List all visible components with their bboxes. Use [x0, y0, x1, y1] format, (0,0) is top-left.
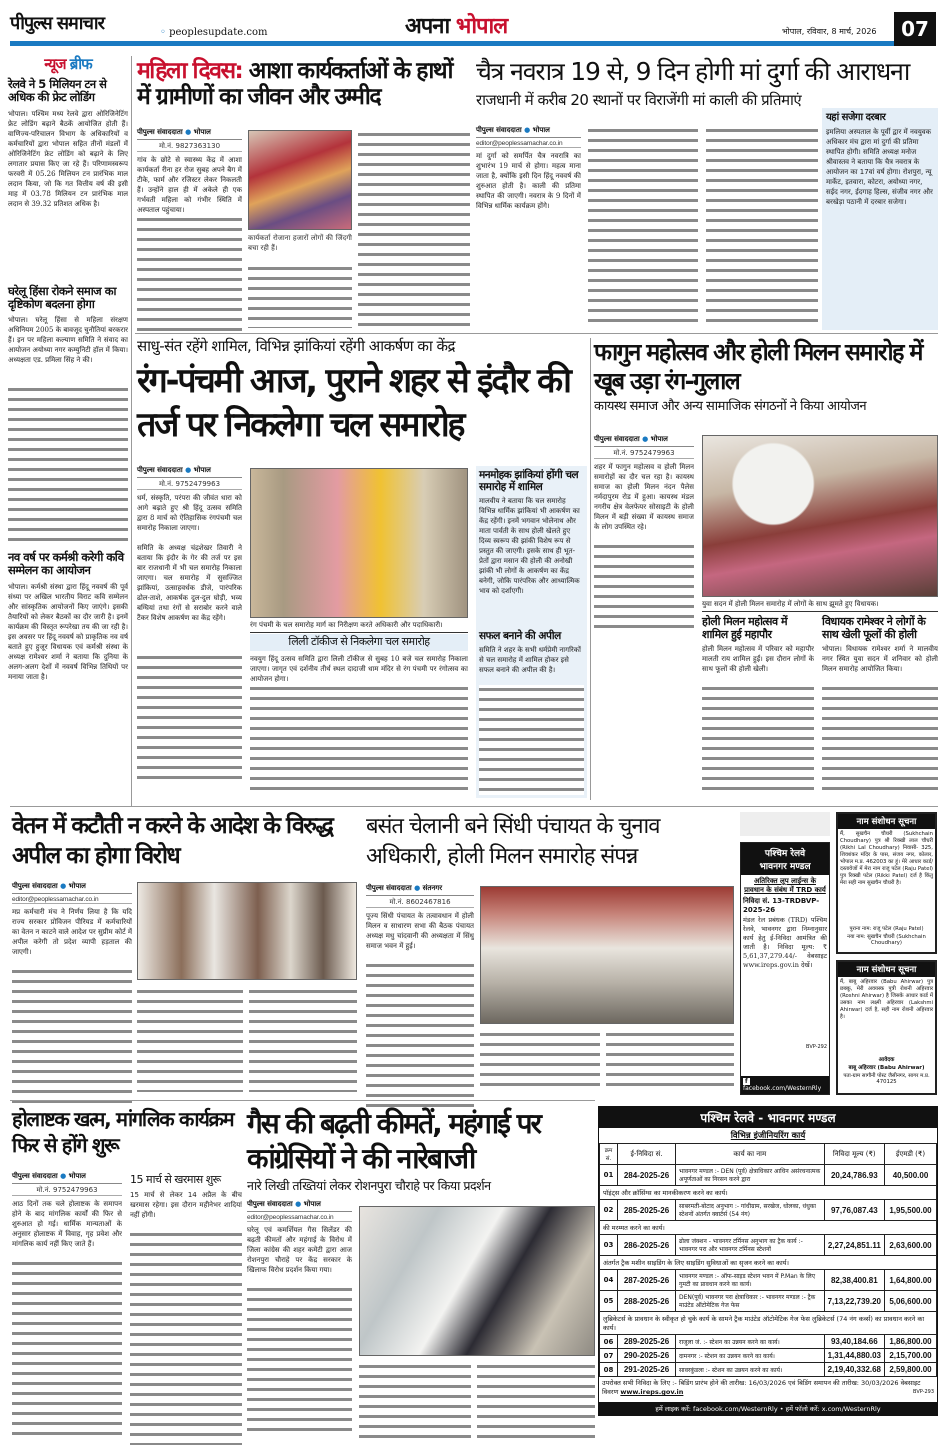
website-link[interactable]: ◦ peoplesupdate.com	[160, 27, 268, 38]
emd-cell: 40,500.00	[885, 1165, 937, 1186]
work-name-cell: DEN(पूर्व) भावनगर परा क्षेत्राधिकार :- भावनगर मण्डल :- ट्रैक माउंटेड ऑटोमेटिक गेज फेस	[676, 1291, 825, 1312]
story-womens-day	[137, 58, 470, 330]
body-text-filler	[366, 961, 474, 1111]
photo-caption: रंग पंचमी के चल समारोह मार्ग का निरीक्षण करते अधिकारी और पदाधिकारी।	[250, 621, 468, 633]
social-links[interactable]: हमें लाइक करें: facebook.com/WesternRly • हमें फॉलो करें: x.com/WesternRly	[599, 1402, 937, 1415]
ad-tender-bhavnagar	[598, 1106, 938, 1416]
ad-name-correction	[836, 812, 937, 954]
body-text-filler	[248, 264, 352, 328]
section-rule	[135, 333, 938, 334]
photo-sindhi-panchayat	[480, 886, 734, 1024]
headline: होलाष्टक खत्म, मांगलिक कार्यक्रम फिर से होंगे शुरू	[12, 1107, 234, 1157]
tender-title: पश्चिम रेलवे - भावनगर मण्डल	[599, 1107, 937, 1128]
headline: महिला दिवस: आशा कार्यकर्ताओं के हाथों में ग्रामीणों का जीवन और उम्मीद	[137, 58, 453, 111]
sidebar-title: सफल बनाने की अपील	[479, 630, 561, 643]
section-rule	[10, 806, 938, 807]
work-name-cell: दामनगर :- स्टेशन का उन्नयन करने का कार्य।	[676, 1349, 825, 1363]
tender-table	[599, 1143, 937, 1377]
sidebar-body: इमलिया अस्पताल के पूर्वी द्वार में नवयुवक अधिकार मंच द्वारा मां दुर्गा की प्रतिमा स्थापित होगी। समिति अध्यक्ष मनोज श्रीवास्तव ने बताया कि चैत्र नवरात्र के आयोजन का 17वां वर्ष होगा। रोशपुरा, न्यू मार्केट, इतवारा, कोटरा, अयोध्या नगर, सईद नगर, ईदगाह हिल्स, संजीव नगर और बरखेड़ा पठानी में दरबार सजेगा।	[826, 127, 933, 206]
tender-no-cell: 285-2025-26	[618, 1200, 676, 1221]
photo-holi-milan	[702, 435, 938, 597]
value-cell: 93,40,184.66	[824, 1335, 884, 1349]
value-cell: 2,27,24,851.11	[824, 1235, 884, 1256]
subheadline: कायस्थ समाज और अन्य सामाजिक संगठनों ने किया आयोजन	[594, 398, 867, 414]
column-header: क्रम सं.	[600, 1144, 618, 1165]
work-name-cell: साबरमती-बोटाद अनुभाग :- गांधीग्राम, सरखेज, धोलका, धंधुका स्टेशनों अंतर्गत क्वार्टर्स (54 नंग)	[676, 1200, 825, 1221]
mobile-number: मो.नं. 9752479963	[594, 449, 694, 459]
table-row	[600, 1349, 937, 1363]
serial-cell: 07	[600, 1349, 618, 1363]
work-name-continuation: अंतर्गत ट्रैक मशीन साइडिंग के लिए साइडिंग सुविधाओं का सृजन करने का कार्य।	[600, 1256, 937, 1270]
body-text: नवयुग हिंदू उत्सव समिति द्वारा लिली टॉकीज से सुबह 10 बजे चल समारोह निकाला जाएगा। जागृत एवं दर्शनीय तीर्थ स्थल दादाजी धाम मंदिर से रंग पंचमी पर रंगोत्सव का आयोजन होगा।	[250, 655, 468, 683]
body-text-filler	[702, 684, 814, 794]
story-fagun	[594, 338, 938, 800]
body-text: पूज्य सिंधी पंचायत के तत्वावधान में होली मिलन व साधारण सभा की बैठक पंचायत अध्यक्ष मधु चांदवानी की अध्यक्षता में सिंधु समाज भवन में हुई।	[366, 912, 474, 950]
notice-number: निविदा सं. 13-TRDBVP-2025-26	[743, 897, 820, 914]
body-text: शहर में फागुन महोत्सव व होली मिलन समारोहों का दौर चल रहा है। कायस्थ समाज का होली मिलन नंदन पैलेस नर्मदापुरम रोड में हुआ। कायस्थ मंडल नगरीय क्षेत्र वेलफेयर सोसाइटी के होली मिलन में बड़ी संख्या में कायस्थ समाज के लोग उपस्थित रहे।	[594, 463, 694, 531]
serial-cell: 03	[600, 1235, 618, 1256]
table-header-row	[600, 1144, 937, 1165]
table-row	[600, 1363, 937, 1377]
body-text-filler	[480, 1030, 600, 1092]
byline: पीपुल्स संवाददाता ● संतनगर	[366, 884, 474, 896]
table-row-continuation	[600, 1312, 937, 1335]
body-text: गांव के छोटे से स्वास्थ्य केंद्र में आशा कार्यकर्ता रीना हर रोज सुबह अपने बैग में टीके, फार्म और रजिस्टर लेकर निकलती हैं। उन्होंने हाल ही में अकेले ही एक गर्भवती महिला को गंभीर स्थिति में अस्पताल पहुंचाया।	[137, 156, 242, 214]
emd-cell: 1,64,800.00	[885, 1270, 937, 1291]
ad-body: मैं, बाबू अहिरवार (Babu Ahirwar) पुत्र छक्कू, मेरी अवयस्क पुत्री रोशनी अहिरवार (Roshni Ahirwar) है जिसके आधार कार्ड में उसका नाम लक्ष्मी अहिरवार (Lakshmi Ahirwar) दर्ज है, सही नाम रोशनी अहिरवार है।	[840, 979, 933, 1020]
brief-headline: नव वर्ष पर कर्मश्री करेगी कवि सम्मेलन का आयोजन	[8, 550, 124, 578]
brief-body: भोपाल। पश्चिम मध्य रेलवे द्वारा ओरिजिनेटिंग फ्रेट लोडिंग बढ़ाने बैठकें आयोजित होती हैं। वाणिज्य-परिचालन विभाग के अधिकारियों व कर्मचारियों द्वारा भोपाल सहित तीनों मंडलों में ओरिजिनेटिंग फ्रेट लोडिंग को बढ़ाने के लिए लगातार प्रयास किए जा रहे हैं। परिणामस्वरूप फरवरी में 05.26 मिलियन टन प्रारंभिक माल लदान किया, जो कि गत वित्तीय वर्ष की इसी माह में 03.78 मिलियन टन प्रारंभिक माल लदान से 39.32 प्रतिशत अधिक है।	[8, 109, 128, 208]
value-cell: 7,13,22,739.20	[824, 1291, 884, 1312]
sidebar-jhankiyan	[476, 466, 587, 798]
body-text-filler	[12, 1259, 122, 1439]
table-row	[600, 1165, 937, 1186]
body-text-filler	[130, 1230, 242, 1445]
ad-name-correction	[836, 960, 937, 1095]
work-name-continuation: लुब्रिकेटर्स के प्रावधान के स्वीकृत हो चुके कार्य के सामने ट्रैक माउंटेड ऑटोमेटिक गेज फेस लुब्रिकेटर्स (74 नंग कर्व्स) का प्रावधान करने का कार्य।	[600, 1312, 937, 1335]
body-text: आठ दिनों तक चले होलाष्टक के समापन होने के बाद मांगलिक कार्यों की फिर से शुरुआत हो गई। धार्मिक मान्यताओं के अनुसार होलाष्टक में विवाह, गृह प्रवेश और मांगलिक कार्य नहीं किए जाते हैं।	[12, 1200, 122, 1248]
column-header: ई-निविदा सं.	[618, 1144, 676, 1165]
body-text: घरेलू एवं कमर्शियल गैस सिलेंडर की बढ़ती कीमतों और महंगाई के विरोध में जिला कांग्रेस की शहर कमेटी द्वारा आज रोशनपुरा चौराहे पर केंद्र सरकार के खिलाफ विरोध प्रदर्शन किया गया।	[247, 1226, 352, 1274]
photo-asha-workers	[248, 130, 352, 230]
brief-body: भोपाल। कर्मश्री संस्था द्वारा हिंदू नववर्ष की पूर्व संध्या पर अखिल भारतीय विराट कवि सम्मेलन और सांस्कृतिक आयोजनों किए जाएंगे। इसकी तैयारियों को लेकर बैठकों का दौर जारी है। इनमें कार्यक्रम की विस्तृत रूपरेखा तय की जा रही है। इस अवसर पर हिंदू नववर्ष को प्राकृतिक नव वर्ष बताते हुए हुजूर विधायक एवं कर्मश्री संस्था के अध्यक्ष रामेश्वर शर्मा ने बताया कि दुनिया के अलग-अलग देशों में नववर्ष विभिन्न तिथियों पर मनाया जाता है।	[8, 582, 128, 681]
work-name-continuation: पॉइंट्स और क्रॉसिंग्स का मानकीकरण करने का कार्य।	[600, 1186, 937, 1200]
sidebar-body: मालवीय ने बताया कि चल समारोह विभिन्न धार्मिक झांकियां भी आकर्षण का केंद्र रहेंगी। इनमें भगवान भोलेनाथ और माता पार्वती के साथ होली खेलते हुए दिव्य स्वरूप की झांकी विशेष रूप से प्रस्तुत की जाएगी। इसके साथ ही भूत-प्रेतों द्वारा मसान की होली की अनोखी झांकी भी लोगों के आकर्षण का केंद्र बनेगी, जोकि पारंपरिक और आध्यात्मिक भाव को दर्शाएगी।	[479, 497, 580, 596]
ad-placeholder	[740, 812, 830, 836]
emd-cell: 1,95,500.00	[885, 1200, 937, 1221]
byline: पीपुल्स संवाददाता ● भोपाल	[12, 882, 132, 894]
body-text-filler	[249, 987, 357, 1092]
work-name-continuation: की मरम्मत करने का कार्य।	[600, 1221, 937, 1235]
body-text-filler	[247, 1285, 352, 1435]
work-name-cell: सावरकुंडला :- स्टेशन का उन्नयन करने का कार्य।	[676, 1363, 825, 1377]
table-row	[600, 1335, 937, 1349]
column-header: ईएमडी (₹)	[885, 1144, 937, 1165]
subheadline-lily-talkies: लिली टॉकीज से निकलेगा चल समारोह	[250, 634, 468, 651]
sidebar-title: यहां सजेगा दरबार	[826, 112, 886, 123]
work-name-cell: भावनगर मण्डल :- ऑफ-साइड स्टेशन भवन में P.Man के लिए गुमटी का प्रावधान करने का कार्य।	[676, 1270, 825, 1291]
serial-cell: 06	[600, 1335, 618, 1349]
work-name-cell: भावनगर मण्डल :- DEN (पूर्व) क्षेत्राधिकार आधिन असंरचनात्मक अपूर्णताओं का निरसन करने द्वारा	[676, 1165, 825, 1186]
body-text: होली मिलन महोत्सव में परिवार को महापौर मालती राय शामिल हुईं। इस दौरान लोगों के साथ फूलों की होली खेली।	[702, 645, 814, 674]
body-text-filler	[606, 1030, 734, 1092]
serial-cell: 02	[600, 1200, 618, 1221]
body-text: मां दुर्गा को समर्पित चैत्र नवरात्रि का शुभारंभ 19 मार्च से होगा। महत्व माना जाता है, क्योंकि इसी दिन हिंदू नववर्ष की शुरुआत होती है। काली की प्रतिमा स्थापित की जाएगी। नवरात्र के 9 दिनों में विभिन्न धार्मिक कार्यक्रम होंगे।	[476, 152, 581, 210]
sidebar-title: मनमोहक झांकियां होंगी चल समारोह में शामिल	[479, 469, 579, 494]
body-text-filler	[359, 1362, 471, 1438]
email: editor@peoplessamachar.co.in	[12, 896, 132, 904]
story-holashtak	[12, 1106, 242, 1440]
body-text-filler	[137, 215, 242, 333]
byline: पीपुल्स संवाददाता ● भोपाल	[12, 1172, 122, 1184]
byline: पीपुल्स संवाददाता ● भोपाल	[137, 128, 242, 140]
serial-cell: 08	[600, 1363, 618, 1377]
newspaper-logo: पीपुल्स समाचार	[10, 13, 104, 34]
body-text-filler	[479, 685, 584, 795]
photo-route-inspection	[250, 468, 468, 618]
page-number: 07	[894, 12, 936, 46]
subheadline: विधायक रामेश्वर ने लोगों के साथ खेली फूलों की होली	[822, 615, 926, 641]
facebook-icon: f	[745, 1078, 748, 1085]
body-text-filler	[358, 130, 470, 328]
serial-cell: 01	[600, 1165, 618, 1186]
body-text: भोपाल। विधायक रामेश्वर शर्मा ने मालवीय नगर स्थित युवा सदन में शनिवार को होली मिलन समारोह आयोजित किया।	[822, 645, 938, 674]
emd-cell: 2,15,700.00	[885, 1349, 937, 1363]
section-rule	[10, 1100, 595, 1101]
value-cell: 97,76,087.43	[824, 1200, 884, 1221]
column-header: कार्य का नाम	[676, 1144, 825, 1165]
subheadline: 15 मार्च से खरमास शुरू	[130, 1173, 221, 1186]
body-text: धर्म, संस्कृति, परंपरा की जीवंत धारा को आगे बढ़ाते हुए श्री हिंदू उत्सव समिति द्वारा 8 मार्च को ऐतिहासिक रंगपंचमी चल समारोह निकाला जाएगा।	[137, 494, 242, 532]
applicant-label: आवेदक	[878, 1057, 895, 1063]
email: editor@peoplessamachar.co.in	[247, 1214, 352, 1222]
photo-caption: कार्यकर्ता रोजाना हजारों लोगों की जिंदगी बचा रही हैं।	[248, 234, 352, 252]
table-row-continuation	[600, 1186, 937, 1200]
byline: पीपुल्स संवाददाता ● भोपाल	[247, 1200, 352, 1212]
tender-no-cell: 291-2025-26	[618, 1363, 676, 1377]
emd-cell: 2,59,800.00	[885, 1363, 937, 1377]
table-row-continuation	[600, 1256, 937, 1270]
ad-code: BVP-293	[913, 1389, 934, 1395]
tender-subtitle: विभिन्न इंजीनियरिंग कार्य	[730, 1131, 806, 1141]
emd-cell: 1,86,800.00	[885, 1335, 937, 1349]
body-text-filler	[477, 1362, 595, 1438]
story-rang-panchami	[137, 338, 587, 800]
headline: फागुन महोत्सव और होली मिलन समारोह में खूब उड़ा रंग-गुलाल	[594, 338, 922, 396]
body-text-filler	[137, 653, 242, 783]
serial-cell: 05	[600, 1291, 618, 1312]
sidebar-darbar	[822, 108, 938, 330]
applicant-address: पता-ग्राम सागौनी पोस्ट जैसीनगर, सागर म.प्र. 470125	[843, 1073, 930, 1085]
new-name: नया नाम: सुखचैन चौधरी (Sukhchain Choudhary)	[847, 934, 926, 946]
body-text: समिति के अध्यक्ष चंद्रशेखर तिवारी ने बताया कि इंदौर के गेर की तर्ज पर इस बार राजधानी में भी चल समारोह निकाला जाएगा। चल समारोह में सुसज्जित झांकियां, उत्साहवर्धक डीजे, पारंपरिक ढोल-ताशे, आकर्षक दुल-दुल घोड़ी, भव्य बग्घियां तथा रंगों से सराबोर करने वाले टैंकर विशेष आकर्षण का केंद्र रहेंगे।	[137, 544, 242, 622]
headline: रंग-पंचमी आज, पुराने शहर से इंदौर की तर्ज पर निकलेगा चल समारोह	[137, 361, 570, 446]
subheadline: नारे लिखी तख्तियां लेकर रोशनपुरा चौराहे पर किया प्रदर्शन	[247, 1178, 491, 1193]
body-text-filler	[250, 684, 468, 796]
tender-footer-note: उपरोक्त सभी निविदा के लिए :- बिडिंग प्रारंभ होने की तारीख: 16/03/2026 एवं बिडिंग समापन की तारीख: 30/03/2026 वेबसाइट विवरण	[602, 1379, 921, 1396]
photo-caption: युवा सदन में होली मिलन समारोह में लोगों के साथ झूमते हुए विधायक।	[702, 600, 938, 612]
value-cell: 82,38,400.81	[824, 1270, 884, 1291]
tender-no-cell: 284-2025-26	[618, 1165, 676, 1186]
column-header: निविदा मूल्य (₹)	[824, 1144, 884, 1165]
body-text-filler	[706, 126, 818, 326]
value-cell: 2,19,40,332.68	[824, 1363, 884, 1377]
ad-subject: अतिरिक्त लूप लाईन्स के प्रावधान के संबंध में TRD कार्य	[744, 877, 826, 894]
body-text-filler	[8, 385, 128, 545]
tender-no-cell: 289-2025-26	[618, 1335, 676, 1349]
body-text-filler	[12, 967, 132, 1107]
byline: पीपुल्स संवाददाता ● भोपाल	[476, 126, 581, 138]
body-text: मप्र कर्मचारी मंच ने निर्णय लिया है कि यदि राज्य सरकार प्रोविजन पीरियड में कर्मचारियों का वेतन न काटने वाले आदेश पर सुप्रीम कोर्ट में अपील करेगी तो प्रदेश व्यापी हड़ताल की जाएगी।	[12, 908, 132, 956]
masthead-rule	[10, 41, 894, 46]
body-text-filler	[588, 126, 698, 326]
emd-cell: 5,06,600.00	[885, 1291, 937, 1312]
ad-title: नाम संशोधन सूचना	[838, 962, 935, 977]
ad-title: पश्चिम रेलवे	[764, 849, 806, 859]
mobile-number: मो.नं. 9752479963	[12, 1186, 122, 1196]
byline: पीपुल्स संवाददाता ● भोपाल	[137, 466, 242, 478]
body-text-filler	[822, 684, 938, 794]
brief-headline: घरेलू हिंसा रोकने समाज का दृष्टिकोण बदलना होगा	[8, 283, 117, 311]
tender-table-body	[600, 1165, 937, 1377]
body-text-filler	[137, 987, 243, 1092]
work-name-cell: राजुला जं. :- स्टेशन का उन्नयन करने का कार्य।	[676, 1335, 825, 1349]
ad-body: मंडल रेल प्रबंधक (TRD) पश्चिम रेलवे, भावनगर द्वारा निम्नानुसार कार्य हेतु ई-निविदा आमंत्रित की जाती है। निविदा मूल्य: ₹ 5,61,37,279.44/- वेबसाइट www.ireps.gov.in देखें।	[743, 916, 827, 969]
byline: पीपुल्स संवाददाता ● भोपाल	[594, 435, 694, 447]
table-row-continuation	[600, 1221, 937, 1235]
mobile-number: मो.नं. 9752479963	[137, 480, 242, 490]
table-row	[600, 1270, 937, 1291]
tender-no-cell: 286-2025-26	[618, 1235, 676, 1256]
news-brief-title: न्यूज ब्रीफ	[44, 55, 92, 73]
dateline: भोपाल, रविवार, 8 मार्च, 2026	[782, 27, 877, 36]
table-row	[600, 1291, 937, 1312]
headline: बसंत चेलानी बने सिंधी पंचायत के चुनाव अधिकारी, होली मिलन समारोह संपन्न	[366, 814, 660, 869]
table-row	[600, 1200, 937, 1221]
ad-subtitle: भावनगर मण्डल	[759, 862, 811, 872]
masthead	[0, 0, 945, 50]
table-row	[600, 1235, 937, 1256]
mobile-number: मो.नं. 8602467816	[366, 898, 474, 908]
ad-code: BVP-292	[806, 1044, 827, 1050]
ad-western-railway-trd	[740, 842, 830, 1095]
sidebar-body: समिति ने शहर के सभी धर्मप्रेमी नागरिकों से चल समारोह में शामिल होकर इसे सफल बनाने की अपील की है।	[479, 646, 581, 675]
tender-no-cell: 287-2025-26	[618, 1270, 676, 1291]
tender-no-cell: 288-2025-26	[618, 1291, 676, 1312]
work-name-cell: ढोला जंक्शन - भावनगर टर्मिनस अनुभाग का ट्रैक कार्य :- भावनगर परा और भावनगर टर्मिनस स्टेशनों	[676, 1235, 825, 1256]
facebook-link[interactable]: f facebook.com/WesternRly	[741, 1076, 829, 1094]
story-gas-prices	[247, 1106, 595, 1440]
news-brief-column	[8, 56, 128, 806]
story-salary	[12, 812, 360, 1095]
email: editor@peoplessamachar.co.in	[476, 140, 581, 148]
column-divider	[131, 56, 132, 806]
section-title: अपना भोपाल	[405, 14, 508, 39]
serial-cell: 04	[600, 1270, 618, 1291]
photo-employees-meeting	[137, 882, 357, 980]
value-cell: 1,31,44,880.03	[824, 1349, 884, 1363]
body-text-filler	[594, 542, 694, 632]
value-cell: 20,24,786.93	[824, 1165, 884, 1186]
body-text: 15 मार्च से लेकर 14 अप्रैल के बीच खरमास रहेगा। इस दौरान महीनेभर शादियां नहीं होंगी।	[130, 1190, 242, 1219]
mobile-number: मो.नं. 9827363130	[137, 142, 242, 152]
ad-body: मैं, सुखचैन चौधरी (Sukhchain Choudhary) पुत्र श्री रिक्खी लाल चौधरी (Rikhi Lal Choudhary) निवासी- 325, शिवशंकर मंदिर के पास, संजय नगर, कोलार, भोपाल म.प्र. 462003 का हूं। मेरे आधार कार्ड/दस्तावेजों में मेरा नाम राजू पटेल (Raju Patel) पुत्र रिक्खी पटेल (Rikki Patel) दर्ज है किंतु मेरा सही नाम सुखचैन चौधरी है।	[840, 831, 933, 886]
headline: गैस की बढ़ती कीमतें, महंगाई पर कांग्रेसियों ने की नारेबाजी	[247, 1107, 540, 1175]
emd-cell: 2,63,600.00	[885, 1235, 937, 1256]
brief-headline: रेलवे ने 5 मिलियन टन से अधिक की फ्रेट लोडिंग	[8, 77, 107, 105]
globe-icon: ◦	[160, 27, 170, 38]
headline: चैत्र नवरात्र 19 से, 9 दिन होगी मां दुर्गा की आराधना	[476, 57, 910, 86]
subheadline: राजधानी में करीब 20 स्थानों पर विराजेंगी मां काली की प्रतिमाएं	[476, 90, 802, 109]
tender-no-cell: 290-2025-26	[618, 1349, 676, 1363]
story-sindhi	[366, 812, 734, 1095]
photo-congress-protest	[359, 1206, 595, 1356]
brief-body: भोपाल। घरेलू हिंसा से महिला संरक्षण अधिनियम 2005 के बावजूद चुनौतियां बरकरार हैं। इन पर महिला कल्याण समिति ने संवाद का आयोजन अयोध्या नगर कम्युनिटी हॉल में किया। अध्यक्षता एड. प्रमिला सिंह ने की।	[8, 316, 128, 365]
headline: वेतन में कटौती न करने के आदेश के विरुद्ध अपील का होगा विरोध	[12, 813, 333, 869]
old-name: पुराना नाम: राजू पटेल (Raju Patel)	[849, 926, 924, 932]
subheadline: होली मिलन महोत्सव में शामिल हुई महापौर	[702, 615, 788, 641]
ad-title: नाम संशोधन सूचना	[838, 814, 935, 829]
ireps-link[interactable]: www.ireps.gov.in	[620, 1388, 684, 1396]
kicker: साधु-संत रहेंगे शामिल, विभिन्न झांकियां रहेंगी आकर्षण का केंद्र	[137, 337, 456, 355]
column-divider	[590, 338, 591, 800]
applicant-name: बाबू अहिरवार (Babu Ahirwar)	[848, 1065, 925, 1071]
story-navratri	[476, 58, 938, 330]
